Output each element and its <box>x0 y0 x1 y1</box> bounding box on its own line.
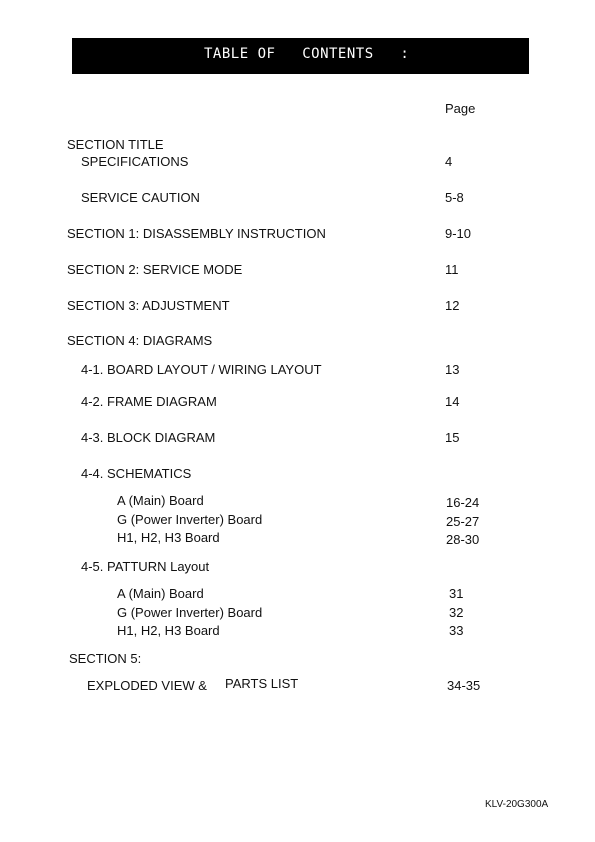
toc-entry-page: 12 <box>445 298 460 313</box>
toc-entry-page: 5-8 <box>445 190 464 205</box>
toc-entry-title: SERVICE CAUTION <box>81 190 200 205</box>
toc-entry-title: H1, H2, H3 Board <box>117 530 220 545</box>
toc-entry-page: 4 <box>445 154 453 169</box>
section-title-label: SECTION TITLE <box>67 137 164 152</box>
toc-entry-page: 33 <box>449 623 464 638</box>
toc-entry-page: 15 <box>445 430 460 445</box>
toc-entry-title: H1, H2, H3 Board <box>117 623 220 638</box>
toc-entry-page: 32 <box>449 605 464 620</box>
toc-entry-page: 25-27 <box>446 514 480 529</box>
toc-entry-title: SECTION 1: DISASSEMBLY INSTRUCTION <box>67 226 326 241</box>
toc-entry-title: EXPLODED VIEW & <box>87 678 207 693</box>
title-banner <box>72 38 529 74</box>
toc-entry-title: 4-4. SCHEMATICS <box>81 466 192 481</box>
toc-entry-title: A (Main) Board <box>117 586 204 601</box>
toc-entry-page: 9-10 <box>445 226 472 241</box>
toc-entry-title: A (Main) Board <box>117 493 204 508</box>
toc-entry-title: 4-1. BOARD LAYOUT / WIRING LAYOUT <box>81 362 322 377</box>
page-title: TABLE OF CONTENTS : <box>204 46 410 62</box>
toc-entry-page: 34-35 <box>447 678 481 693</box>
toc-entry-page: 14 <box>445 394 460 409</box>
toc-entry-page: 28-30 <box>446 532 480 547</box>
toc-entry-title: 4-5. PATTURN Layout <box>81 559 210 574</box>
toc-entry-title: G (Power Inverter) Board <box>117 605 263 620</box>
toc-entry-title: 4-2. FRAME DIAGRAM <box>81 394 217 409</box>
parts-list-label: PARTS LIST <box>225 676 299 691</box>
toc-entry-title: 4-3. BLOCK DIAGRAM <box>81 430 216 445</box>
toc-entry-page: 31 <box>449 586 464 601</box>
toc-entry-title: SECTION 4: DIAGRAMS <box>67 333 213 348</box>
toc-entry-page: 13 <box>445 362 460 377</box>
toc-entry-title: SECTION 3: ADJUSTMENT <box>67 298 230 313</box>
toc-entry-page: 11 <box>445 262 459 277</box>
toc-entry-page: 16-24 <box>446 495 480 510</box>
page-column-label: Page <box>445 101 476 116</box>
toc-entry-title: SECTION 2: SERVICE MODE <box>67 262 243 277</box>
toc-entry-title: SECTION 5: <box>69 651 142 666</box>
toc-entry-title: G (Power Inverter) Board <box>117 512 263 527</box>
model-number: KLV-20G300A <box>485 799 549 810</box>
toc-entry-title: SPECIFICATIONS <box>81 154 189 169</box>
